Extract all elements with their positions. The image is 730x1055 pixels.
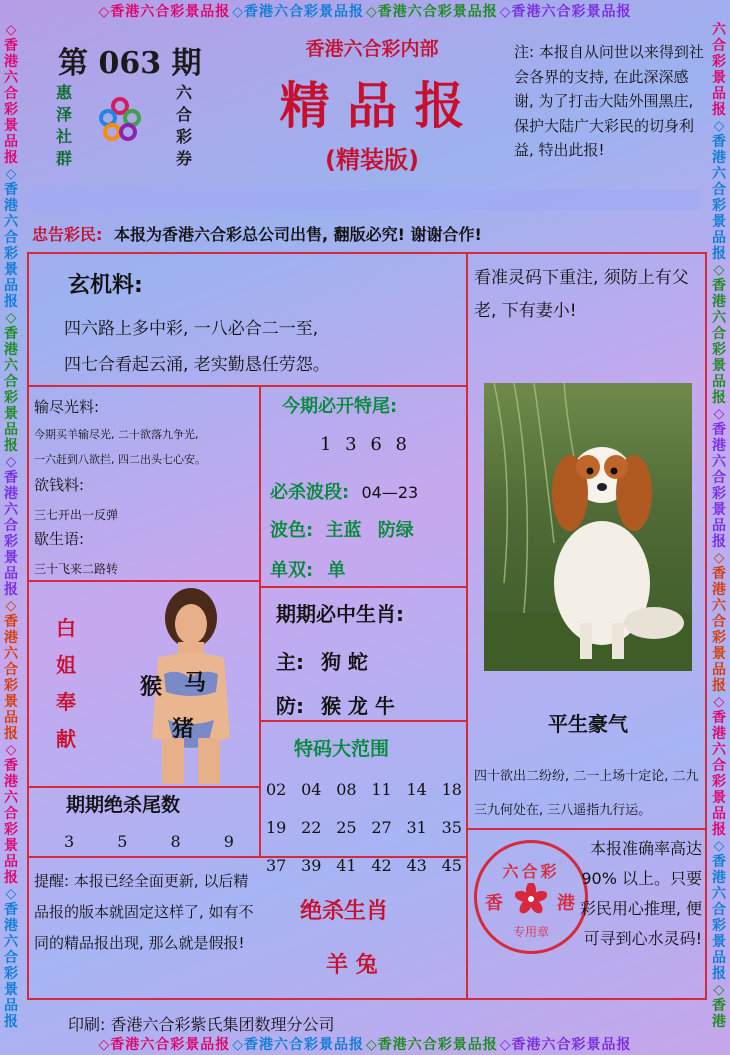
frame-char: 景 <box>712 646 726 662</box>
frame-text-segment: ◇香港六合彩景品报 <box>232 4 364 20</box>
footer-print: 印刷: 香港六合彩紫氏集团数理分公司 <box>68 1015 335 1034</box>
divider-xuanji <box>27 385 467 387</box>
frame-char: 彩 <box>712 54 726 70</box>
frame-char: ◇ <box>5 742 17 758</box>
frame-char: 景 <box>4 406 18 422</box>
fanwei-number: 42 <box>371 856 392 875</box>
frame-char: 六 <box>4 646 18 662</box>
fanwei-number: 35 <box>441 818 462 837</box>
frame-char: 品 <box>4 998 18 1014</box>
baijie-char: 奉 <box>56 690 76 714</box>
frame-char: 合 <box>712 326 726 342</box>
frame-char: 六 <box>4 502 18 518</box>
frame-char: 合 <box>4 374 18 390</box>
header-strip <box>28 190 700 210</box>
frame-char: 合 <box>4 950 18 966</box>
frame-char: 合 <box>712 614 726 630</box>
dan-shuang-value: 单 <box>327 560 346 581</box>
frame-char: 港 <box>4 486 18 502</box>
bo-duan-label: 必杀波段: <box>270 482 350 503</box>
frame-char: 港 <box>4 774 18 790</box>
frame-text-segment: ◇香港六合彩景品报 <box>232 1037 364 1053</box>
frame-char: 景 <box>712 358 726 374</box>
frame-char: 彩 <box>712 486 726 502</box>
frame-char: 品 <box>4 710 18 726</box>
frame-char: 景 <box>4 262 18 278</box>
frame-char: 香 <box>712 566 726 582</box>
frame-char: 港 <box>712 150 726 166</box>
frame-char: ◇ <box>5 454 17 470</box>
frame-char: 港 <box>4 342 18 358</box>
fanwei-row <box>266 780 462 818</box>
frame-char: 六 <box>4 790 18 806</box>
divider-vert-right <box>466 252 468 1000</box>
frame-char: 港 <box>712 870 726 886</box>
shengxiao-guard-label: 防: <box>276 694 304 718</box>
frame-char: 报 <box>4 726 18 742</box>
juesha-wei-numbers <box>64 832 234 851</box>
frame-char: 合 <box>4 86 18 102</box>
frame-char: 香 <box>4 326 18 342</box>
frame-char: 合 <box>712 758 726 774</box>
baijie-chars <box>54 610 78 758</box>
dan-shuang <box>270 556 345 582</box>
frame-char: 彩 <box>4 966 18 982</box>
frame-char: 报 <box>712 678 726 694</box>
shujin-title: 输尽光料: <box>34 398 100 416</box>
header-left-chars <box>50 82 78 170</box>
baijie-char: 姐 <box>56 653 76 677</box>
tewei-numbers: 1 3 6 8 <box>320 434 411 455</box>
shengxiao-title: 期期必中生肖: <box>276 602 404 626</box>
accuracy-text: 本报准确率高达 90% 以上。只要彩民用心推理, 便可寻到心水灵码! <box>579 839 702 948</box>
shengxiao-guard <box>276 690 395 719</box>
frame-char: 彩 <box>712 774 726 790</box>
frame-char: 品 <box>712 230 726 246</box>
frame-char: 景 <box>712 70 726 86</box>
fanwei-number: 41 <box>336 856 357 875</box>
frame-char: 六 <box>4 214 18 230</box>
divider-mid-1 <box>260 586 467 588</box>
frame-char: 品 <box>4 278 18 294</box>
frame-char: 香 <box>712 278 726 294</box>
juesha-sheng-title: 绝杀生肖 <box>300 899 389 924</box>
frame-char: 合 <box>4 806 18 822</box>
frame-char: 港 <box>4 54 18 70</box>
frame-char: 景 <box>4 694 18 710</box>
frame-char: 香 <box>4 614 18 630</box>
frame-char: ◇ <box>5 22 17 38</box>
header-right-char: 六 <box>175 83 192 102</box>
frame-char: 报 <box>4 1014 18 1030</box>
frame-char: 香 <box>4 470 18 486</box>
frame-char: ◇ <box>713 982 725 998</box>
fanwei-number: 18 <box>441 780 462 799</box>
frame-char: 景 <box>712 214 726 230</box>
warning-text: 本报为香港六合彩总公司出售, 翻版必究! 谢谢合作! <box>113 225 482 244</box>
frame-char: 品 <box>4 566 18 582</box>
frame-char: 彩 <box>4 678 18 694</box>
stamp-right: 港 <box>557 893 575 914</box>
baijie-char: 献 <box>56 727 76 751</box>
fanwei-number: 19 <box>266 818 287 837</box>
haoqi-title: 平生豪气 <box>548 712 628 736</box>
subtitle: (精装版) <box>325 146 419 174</box>
frame-char: 六 <box>712 166 726 182</box>
frame-char: ◇ <box>5 598 17 614</box>
bo-se-label: 波色: <box>270 520 314 541</box>
frame-char: 彩 <box>4 822 18 838</box>
frame-char: 香 <box>4 758 18 774</box>
frame-char: 香 <box>4 182 18 198</box>
header-right-char: 券 <box>175 149 192 168</box>
frame-char: 彩 <box>712 630 726 646</box>
frame-text-segment: ◇香港六合彩景品报 <box>499 1037 632 1053</box>
shengxiao-main <box>276 646 368 675</box>
header-left-char: 群 <box>55 149 72 168</box>
juesha-wei-number: 3 <box>64 832 75 851</box>
frame-char: 彩 <box>4 534 18 550</box>
frame-char: 香 <box>712 854 726 870</box>
fanwei-number: 39 <box>301 856 322 875</box>
frame-char: 六 <box>712 742 726 758</box>
stamp-bottom: 专用章 <box>512 925 549 939</box>
frame-char: 彩 <box>4 390 18 406</box>
frame-char: 品 <box>712 806 726 822</box>
frame-text-segment: ◇香港六合彩景品报 <box>98 1037 231 1053</box>
frame-char: 彩 <box>712 918 726 934</box>
overlay-monkey: 猴 <box>140 675 163 700</box>
official-stamp <box>474 840 588 954</box>
frame-char: ◇ <box>713 406 725 422</box>
fanwei-grid <box>266 780 462 894</box>
frame-char: 报 <box>712 966 726 982</box>
frame-char: 合 <box>4 230 18 246</box>
frame-char: 港 <box>712 726 726 742</box>
frame-char: 品 <box>4 854 18 870</box>
yuqian-line: 三七开出一反弹 <box>34 508 119 522</box>
frame-char: 彩 <box>4 246 18 262</box>
dan-shuang-label: 单双: <box>270 560 314 581</box>
bo-se-guard: 防绿 <box>377 520 414 541</box>
frame-char: 港 <box>712 582 726 598</box>
frame-char: 报 <box>712 822 726 838</box>
frame-right <box>708 22 730 1033</box>
frame-char: 景 <box>4 838 18 854</box>
fanwei-number: 02 <box>266 780 287 799</box>
juesha-wei-number: 9 <box>223 832 234 851</box>
frame-char: 报 <box>712 246 726 262</box>
xuanji-line-1: 四六路上多中彩, 一八必合二一至, <box>64 319 319 339</box>
fanwei-number: 14 <box>406 780 427 799</box>
frame-char: ◇ <box>713 118 725 134</box>
fanwei-number: 45 <box>441 856 462 875</box>
header-note: 注: 本报自从问世以来得到社会各界的支持, 在此深深感谢, 为了打击大陆外围黑庄, 保护大陆广大彩民的切身利益, 特出此报! <box>514 43 704 159</box>
fanwei-number: 04 <box>301 780 322 799</box>
frame-char: 品 <box>712 374 726 390</box>
frame-char: 六 <box>712 454 726 470</box>
fanwei-number: 37 <box>266 856 287 875</box>
xiesheng-line: 三十飞来二路转 <box>34 562 119 576</box>
frame-char: 品 <box>712 950 726 966</box>
frame-char: 报 <box>712 102 726 118</box>
frame-char: 品 <box>712 518 726 534</box>
frame-char: 报 <box>4 294 18 310</box>
bo-duan-value: 04—23 <box>361 483 419 502</box>
frame-char: 景 <box>4 118 18 134</box>
xuanji-line-2: 四七合看起云涌, 老实勤恳任劳怨。 <box>64 355 330 375</box>
fanwei-number: 31 <box>406 818 427 837</box>
frame-char: ◇ <box>713 262 725 278</box>
header-right-chars <box>170 82 198 170</box>
frame-char: 合 <box>712 182 726 198</box>
haoqi-text: 四十欲出二纷纷, 二一上场十定论, 二九三九何处在, 三八遥指九行运。 <box>474 769 699 818</box>
frame-char: 港 <box>4 630 18 646</box>
frame-text-segment: ◇香港六合彩景品报 <box>366 1037 498 1053</box>
lottery-logo <box>96 96 144 144</box>
divider-left-2 <box>27 786 260 788</box>
frame-top <box>0 0 730 22</box>
divider-right-1 <box>467 828 707 830</box>
frame-char: 合 <box>712 38 726 54</box>
header-left-char: 泽 <box>55 105 72 124</box>
right-top-text: 看准灵码下重注, 须防上有父老, 下有妻小! <box>474 268 689 321</box>
frame-char: 六 <box>712 598 726 614</box>
fanwei-number: 22 <box>301 818 322 837</box>
header-left-char: 惠 <box>55 83 72 102</box>
frame-char: 香 <box>4 902 18 918</box>
frame-char: ◇ <box>713 838 725 854</box>
frame-char: 报 <box>4 870 18 886</box>
bo-duan <box>270 478 418 504</box>
stamp-top: 六合彩 <box>502 862 560 881</box>
issue-number: 第 063 期 <box>58 46 202 81</box>
baijie-char: 白 <box>56 616 76 640</box>
frame-char: 品 <box>712 86 726 102</box>
frame-char: 合 <box>4 662 18 678</box>
frame-char: 品 <box>712 662 726 678</box>
frame-char: 港 <box>712 1014 726 1030</box>
warning-label: 忠告彩民: <box>32 225 103 244</box>
fanwei-number: 08 <box>336 780 357 799</box>
frame-char: 报 <box>4 438 18 454</box>
frame-char: 香 <box>712 710 726 726</box>
frame-char: 报 <box>4 582 18 598</box>
frame-char: 六 <box>4 934 18 950</box>
frame-char: 报 <box>4 150 18 166</box>
shengxiao-guard-value: 猴 龙 牛 <box>320 694 395 718</box>
frame-char: 景 <box>712 790 726 806</box>
frame-char: 六 <box>712 310 726 326</box>
bauhinia-icon <box>515 883 547 915</box>
frame-char: 香 <box>712 998 726 1014</box>
header-left-char: 社 <box>55 127 72 146</box>
frame-char: 报 <box>712 390 726 406</box>
fanwei-number: 27 <box>371 818 392 837</box>
divider-mid-2 <box>260 720 467 722</box>
frame-text-segment: ◇香港六合彩景品报 <box>366 4 498 20</box>
frame-text-segment: ◇香港六合彩景品报 <box>499 4 632 20</box>
frame-char: 合 <box>712 470 726 486</box>
frame-char: 港 <box>712 438 726 454</box>
frame-bottom <box>0 1033 730 1055</box>
frame-char: 香 <box>712 422 726 438</box>
frame-char: 合 <box>712 902 726 918</box>
juesha-wei-number: 8 <box>170 832 181 851</box>
header-right-char: 合 <box>175 105 192 124</box>
fanwei-row <box>266 818 462 856</box>
shujin-line-2: 一六赶到八欲拦, 四二出头七心安。 <box>34 453 206 466</box>
frame-char: 港 <box>4 198 18 214</box>
frame-char: 合 <box>4 518 18 534</box>
stamp-left: 香 <box>485 893 503 914</box>
frame-char: 彩 <box>712 198 726 214</box>
juesha-wei-title: 期期绝杀尾数 <box>66 794 181 816</box>
dog-photo <box>484 383 692 671</box>
fanwei-title: 特码大范围 <box>294 738 390 760</box>
frame-char: ◇ <box>5 310 17 326</box>
frame-char: ◇ <box>5 886 17 902</box>
tewei-title: 今期必开特尾: <box>282 396 398 417</box>
frame-char: ◇ <box>5 166 17 182</box>
fanwei-number: 25 <box>336 818 357 837</box>
yuqian-title: 欲钱料: <box>34 476 85 494</box>
frame-text-segment: ◇香港六合彩景品报 <box>98 4 231 20</box>
header-right-char: 彩 <box>175 127 192 146</box>
fanwei-number: 43 <box>406 856 427 875</box>
fanwei-row <box>266 856 462 894</box>
frame-char: 报 <box>712 534 726 550</box>
overlay-pig: 猪 <box>172 717 195 742</box>
bo-se <box>270 516 414 542</box>
frame-char: 品 <box>4 134 18 150</box>
frame-char: 六 <box>712 886 726 902</box>
frame-char: 景 <box>712 502 726 518</box>
frame-char: 香 <box>4 38 18 54</box>
frame-char: 六 <box>4 358 18 374</box>
shujin-line-1: 今期买羊输尽光, 二十欲落九争光, <box>34 428 199 441</box>
frame-char: 六 <box>4 70 18 86</box>
juesha-sheng-value: 羊 兔 <box>326 953 378 978</box>
xiesheng-title: 歇生语: <box>34 530 85 548</box>
frame-char: 景 <box>712 934 726 950</box>
frame-char: 景 <box>4 550 18 566</box>
frame-char: 六 <box>712 22 726 38</box>
shengxiao-main-label: 主: <box>276 650 304 674</box>
reminder-text: 提醒: 本报已经全面更新, 以后精品报的版本就固定这样了, 如有不同的精品报出现, 那么就是假报! <box>34 872 254 952</box>
org-name: 香港六合彩内部 <box>305 38 439 60</box>
frame-char: 港 <box>4 918 18 934</box>
xuanji-title: 玄机料: <box>68 273 143 298</box>
frame-char: ◇ <box>713 550 725 566</box>
frame-char: ◇ <box>713 694 725 710</box>
frame-char: 彩 <box>4 102 18 118</box>
frame-char: 彩 <box>712 342 726 358</box>
frame-char: 景 <box>4 982 18 998</box>
warning-line <box>32 222 482 245</box>
overlay-horse: 马 <box>184 671 207 696</box>
main-title: 精 品 报 <box>279 76 465 135</box>
frame-char: 香 <box>712 134 726 150</box>
fanwei-number: 11 <box>371 780 392 799</box>
frame-left <box>0 22 22 1033</box>
frame-char: 品 <box>4 422 18 438</box>
frame-char: 港 <box>712 294 726 310</box>
divider-left-1 <box>27 580 260 582</box>
shengxiao-main-value: 狗 蛇 <box>320 650 368 674</box>
bo-se-main: 主蓝 <box>325 520 362 541</box>
juesha-wei-number: 5 <box>117 832 128 851</box>
